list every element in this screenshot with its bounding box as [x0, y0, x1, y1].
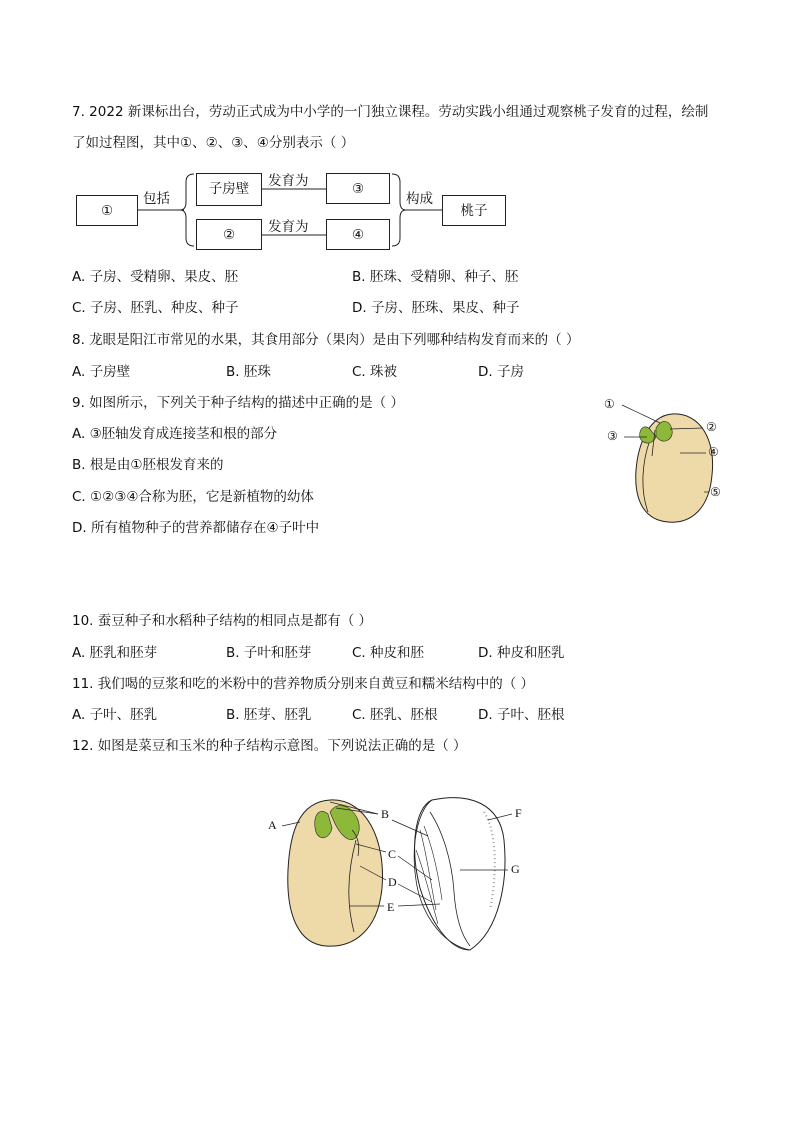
q9-option-a[interactable]: A. ③胚轴发育成连接茎和根的部分	[72, 426, 278, 442]
q12-stem: 12. 如图是菜豆和玉米的种子结构示意图。下列说法正确的是（ ）	[72, 738, 467, 754]
q12-label-b: B	[381, 807, 390, 821]
q11-option-d[interactable]: D. 子叶、胚根	[478, 707, 565, 723]
q9-label-5: ⑤	[710, 485, 721, 499]
flow-label-forms: 构成	[406, 191, 433, 207]
flow-node-2: ②	[196, 219, 262, 250]
flow-node-peach: 桃子	[442, 195, 506, 226]
q8-option-b[interactable]: B. 胚珠	[226, 364, 271, 380]
flow-label-develops-2: 发育为	[268, 219, 309, 235]
q11-stem: 11. 我们喝的豆浆和吃的米粉中的营养物质分别来自黄豆和糯米结构中的（ ）	[72, 676, 535, 692]
q7-option-b[interactable]: B. 胚珠、受精卵、种子、胚	[352, 269, 519, 285]
q9-label-1: ①	[604, 397, 615, 411]
q10-option-d[interactable]: D. 种皮和胚乳	[478, 645, 565, 661]
flow-label-includes: 包括	[143, 191, 170, 207]
q8-stem: 8. 龙眼是阳江市常见的水果，其食用部分（果肉）是由下列哪种结构发育而来的（ ）	[72, 332, 580, 348]
flow-node-1: ①	[76, 195, 138, 226]
q9-label-2: ②	[706, 420, 717, 434]
q7-stem-line2: 了如过程图，其中①、②、③、④分别表示（ ）	[72, 135, 355, 151]
q12-label-c: C	[388, 847, 397, 861]
q11-option-b[interactable]: B. 胚芽、胚乳	[226, 707, 312, 723]
flow-node-4: ④	[326, 219, 390, 250]
flow-node-3: ③	[326, 173, 390, 204]
q12-label-f: F	[515, 806, 522, 820]
q10-option-a[interactable]: A. 胚乳和胚芽	[72, 645, 158, 661]
q9-label-3: ③	[607, 429, 618, 443]
q10-option-c[interactable]: C. 种皮和胚	[352, 645, 425, 661]
q9-option-c[interactable]: C. ①②③④合称为胚，它是新植物的幼体	[72, 489, 314, 505]
q10-stem: 10. 蚕豆种子和水稻种子结构的相同点是都有（ ）	[72, 613, 373, 629]
q7-option-a[interactable]: A. 子房、受精卵、果皮、胚	[72, 269, 239, 285]
q7-option-c[interactable]: C. 子房、胚乳、种皮、种子	[72, 300, 239, 316]
q7-option-d[interactable]: D. 子房、胚珠、果皮、种子	[352, 300, 520, 316]
q9-stem: 9. 如图所示，下列关于种子结构的描述中正确的是（ ）	[72, 395, 404, 411]
q12-label-a: A	[268, 818, 277, 832]
q12-label-e: E	[387, 900, 395, 914]
q10-option-b[interactable]: B. 子叶和胚芽	[226, 645, 312, 661]
q12-label-g: G	[511, 862, 520, 876]
q11-option-c[interactable]: C. 胚乳、胚根	[352, 707, 438, 723]
q9-label-4: ④	[708, 445, 719, 459]
q8-option-d[interactable]: D. 子房	[478, 364, 524, 380]
q9-option-b[interactable]: B. 根是由①胚根发育来的	[72, 457, 224, 473]
q8-option-c[interactable]: C. 珠被	[352, 364, 398, 380]
q7-stem-line1: 7. 2022 新课标出台，劳动正式成为中小学的一门独立课程。劳动实践小组通过观察桃子发育的过程，绘制	[72, 104, 709, 120]
q11-option-a[interactable]: A. 子叶、胚乳	[72, 707, 158, 723]
q8-option-a[interactable]: A. 子房壁	[72, 364, 131, 380]
q12-label-d: D	[388, 875, 397, 889]
flow-label-develops-1: 发育为	[268, 173, 309, 189]
flow-node-ovary-wall: 子房壁	[196, 173, 262, 206]
q9-option-d[interactable]: D. 所有植物种子的营养都储存在④子叶中	[72, 520, 320, 536]
